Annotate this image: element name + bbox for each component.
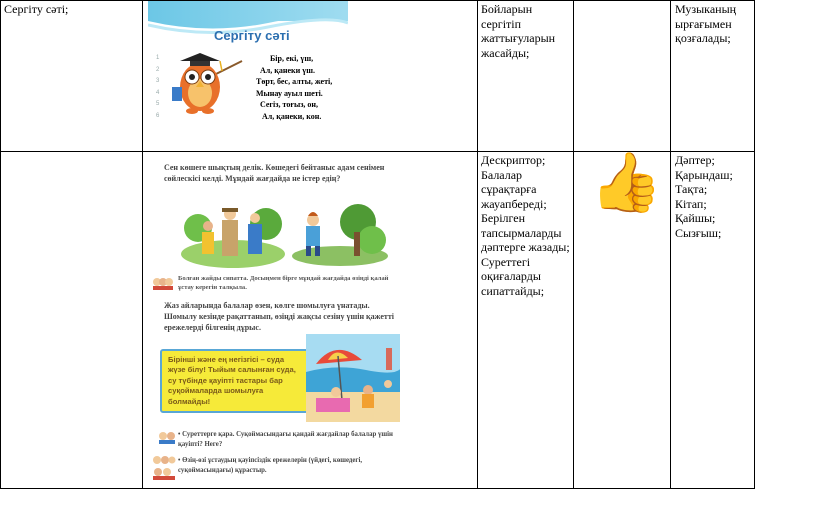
textbook-page: [150, 156, 400, 487]
text-line: Дәптер;: [675, 153, 715, 167]
table-top-border: [0, 0, 755, 1]
resources-row1: [675, 2, 736, 46]
text-line: сұрақтарға: [481, 182, 537, 196]
question-bullet-1: • Суреттерге қара. Суқоймасындағы қандай жағдайлар балалар үшін қауіпті? Неге?: [178, 431, 393, 448]
poem-title: Сергіту сәті: [214, 28, 290, 43]
text-line: Дескриптор;: [481, 153, 546, 167]
text-line: Тақта;: [675, 182, 708, 196]
text-line: дәптерге жазады;: [481, 240, 570, 254]
learner-activity-row1: [481, 2, 555, 60]
text-line: Музыканың: [675, 2, 737, 16]
col-border-2: [477, 0, 478, 489]
text-line: Бойларын: [481, 2, 533, 16]
poem-line: Сегіз, тоғыз, он,: [260, 100, 319, 110]
stranger-scene-image: [178, 198, 288, 270]
text-line: сипаттайды;: [481, 283, 545, 298]
poem-lines: [256, 53, 332, 123]
table-bottom-border: [0, 488, 755, 489]
question-bullet-2: • Өзің-өзі ұстаудың қауіпсіздік ережелерін (үйдегі, көшедегі, суқоймасындағы) құрастыр.: [178, 457, 363, 474]
poem-card: [148, 1, 348, 147]
text-line: қозғалады;: [675, 31, 731, 45]
line-number: 1: [156, 55, 160, 61]
poem-line: Бір, екі, үш,: [270, 54, 314, 63]
col-border-4: [670, 0, 671, 489]
poem-line: Төрт, бес, алты, жеті,: [256, 77, 333, 87]
poem-line: Ал, қанеки, кон.: [262, 111, 322, 121]
text-line: Қайшы;: [675, 211, 716, 225]
line-number: 3: [156, 78, 160, 85]
col-border-3: [573, 0, 574, 489]
text-line: Берілген: [481, 211, 526, 225]
descriptor-row2: [481, 153, 570, 298]
text-line: жаттығуларын: [481, 31, 556, 45]
stage-label: Сергіту сәті;: [4, 2, 69, 16]
line-numbers: [156, 53, 159, 123]
resources-row2: [675, 153, 733, 240]
text-line: Қарындаш;: [675, 167, 733, 182]
safety-rule-box: Бірінші және ең негізгісі – суда жүзе білу! Тыйым салынған суда, су түбінде қауіпті тастары бар суқоймаларда шомылуға болмайды!: [160, 349, 310, 413]
text-line: Сызғыш;: [675, 225, 722, 240]
paragraph-stranger: Сен көшеге шықтың делік. Көшедегі бейтаныс адам сенімен сөйлескісі келді. Мұндай жағдайда не істер едің?: [164, 163, 385, 183]
text-line: тапсырмаларды: [481, 225, 562, 240]
text-line: оқиғаларды: [481, 269, 541, 283]
text-line: Суреттегі: [481, 254, 531, 269]
line-number: 6: [156, 112, 160, 119]
col-border-0: [0, 0, 1, 489]
col-border-5: [754, 0, 755, 489]
text-line: Балалар: [481, 167, 523, 182]
poem-line: Ал, қанеки үш.: [260, 65, 316, 75]
kids-crowd-icon: [152, 454, 176, 480]
paragraph-swimming: Жаз айларында балалар өзен, көлге шомылуға үнатады. Шомылу кезінде рақаттанып, өзіңді жақсы сезіну үшін қажетті ережелерді білгенің дұрыс.: [164, 301, 394, 332]
line-number: 5: [156, 101, 160, 108]
line-number: 4: [156, 89, 160, 96]
line-number: 2: [156, 66, 160, 73]
kids-group-icon: [152, 276, 174, 290]
text-line: жауапбереді;: [481, 196, 547, 211]
text-line: жасайды;: [481, 45, 530, 60]
text-line: сергітіп: [481, 16, 522, 31]
text-line: ырғағымен: [675, 16, 732, 31]
text-line: Кітап;: [675, 196, 707, 211]
beach-scene-image: [306, 334, 400, 422]
park-scene-image: [290, 196, 390, 268]
owl-teacher-icon: [164, 47, 244, 117]
discussion-note: Болған жайды сипатта. Досыңмен бірге мұндай жағдайда өзіңді қалай ұстау керегін талқыла.: [178, 275, 389, 291]
kids-pair-icon: [158, 430, 176, 444]
poem-line: Мынау ауыл шеті.: [256, 88, 323, 98]
thumbs-up-icon: 👍: [590, 150, 663, 215]
col-border-1: [142, 0, 143, 489]
